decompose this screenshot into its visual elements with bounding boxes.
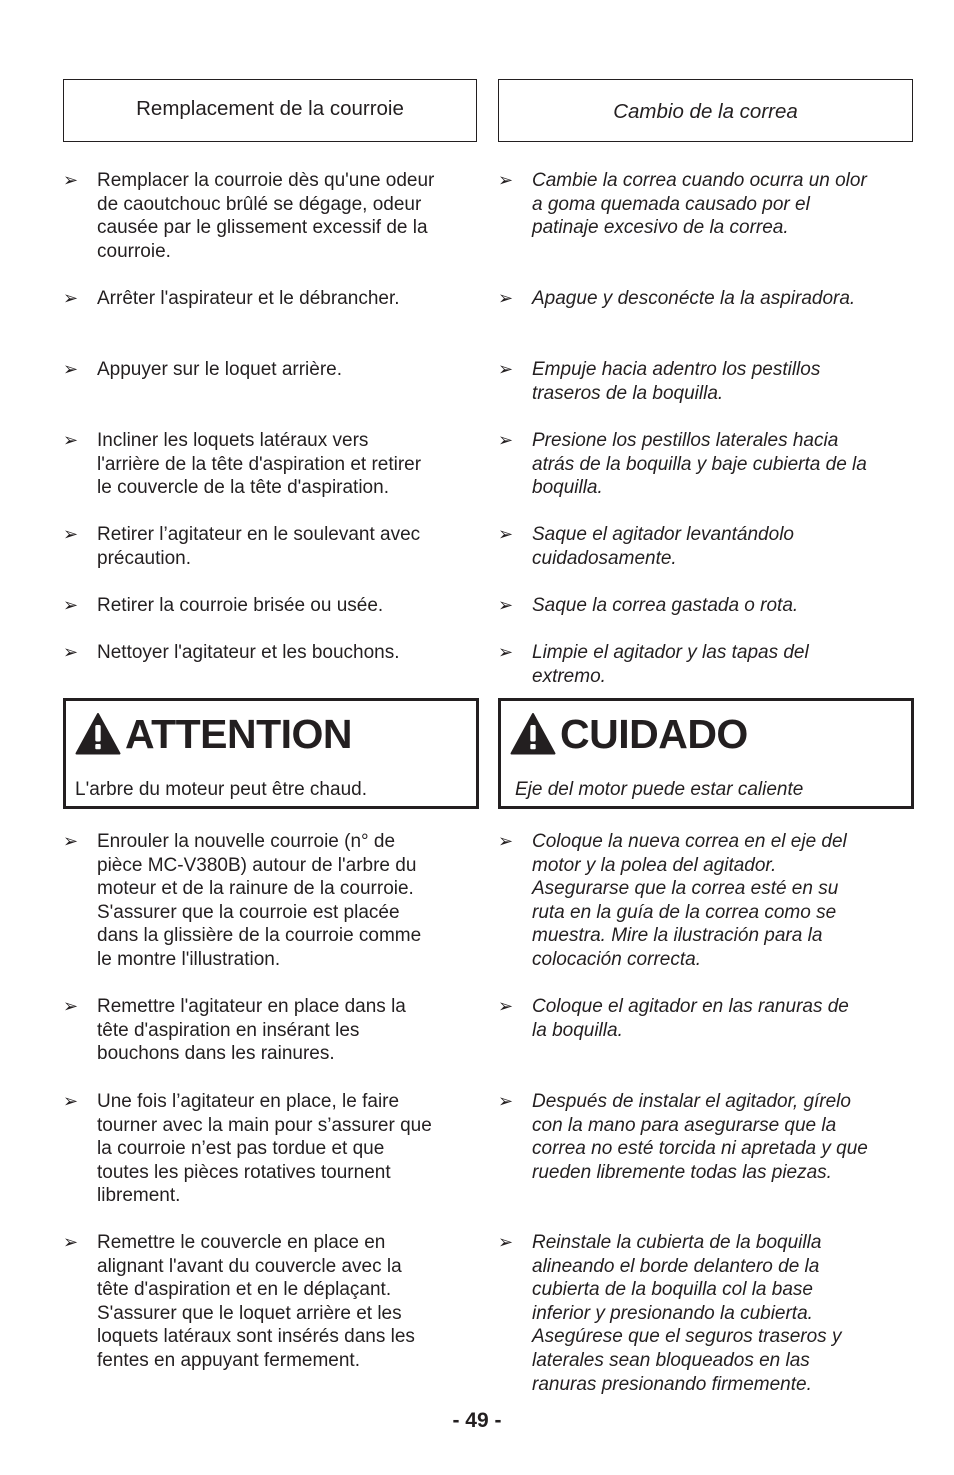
warning-box-es bbox=[498, 698, 914, 809]
bullet-arrow-icon: ➢ bbox=[63, 430, 79, 451]
step-text: Reinstale la cubierta de la boquilla alineando el borde delantero de la cubierta de la boquilla col la base inferior y presionando la cubierta. Asegúrese que el seguros traseros y laterales sean bloqueados en las ranuras presionando firmemente. bbox=[532, 1232, 842, 1395]
step-text: Presione los pestillos laterales hacia atrás de la boquilla y baje cubierta de la boquilla. bbox=[532, 430, 867, 499]
list-item bbox=[63, 641, 477, 665]
bullet-arrow-icon: ➢ bbox=[498, 1232, 514, 1253]
step-text: Coloque el agitador en las ranuras de la boquilla. bbox=[532, 996, 849, 1041]
step-text: Remettre le couvercle en place en alignant l'avant du couvercle avec la tête d'aspiration et en le déplaçant. S'assurer que le loquet arrière et les loquets latéraux sont insérés dans les fentes en appuyant fermement. bbox=[97, 1232, 415, 1371]
header-fr-text: Remplacement de la courroie bbox=[136, 96, 404, 120]
bullet-arrow-icon: ➢ bbox=[498, 359, 514, 380]
list-item bbox=[63, 1090, 477, 1208]
bullet-arrow-icon: ➢ bbox=[63, 996, 79, 1017]
bullet-arrow-icon: ➢ bbox=[498, 996, 514, 1017]
step-text: Saque el agitador levantándolo cuidadosamente. bbox=[532, 524, 794, 569]
step-text: Coloque la nueva correa en el eje del motor y la polea del agitador. Asegurarse que la correa esté en su ruta en la guía de la correa como se muestra. Mire la ilustración para la colocación correcta. bbox=[532, 831, 847, 970]
list-item bbox=[498, 594, 914, 618]
bullet-arrow-icon: ➢ bbox=[498, 288, 514, 309]
list-item bbox=[498, 358, 914, 405]
warning-message: L'arbre du moteur peut être chaud. bbox=[75, 779, 367, 800]
header-es-text: Cambio de la correa bbox=[613, 99, 798, 123]
warning-title: ATTENTION bbox=[125, 710, 353, 757]
step-text: Enrouler la nouvelle courroie (n° de pièce MC-V380B) autour de l'arbre du moteur et de la rainure de la courroie. S'assurer que la courroie est placée dans la glissière de la courroie comme le montre l'illustration. bbox=[97, 831, 422, 970]
list-item bbox=[63, 830, 477, 972]
step-text: Empuje hacia adentro los pestillos traseros de la boquilla. bbox=[532, 359, 821, 404]
warning-triangle-icon bbox=[510, 712, 556, 756]
bullet-arrow-icon: ➢ bbox=[63, 595, 79, 616]
list-item bbox=[63, 169, 477, 263]
step-text: Después de instalar el agitador, gírelo con la mano para asegurarse que la correa no esté torcida ni apretada y que rueden libremente todas las piezas. bbox=[532, 1091, 868, 1183]
step-text: Remettre l'agitateur en place dans la tête d'aspiration en insérant les bouchons dans les rainures. bbox=[97, 996, 406, 1065]
bullet-arrow-icon: ➢ bbox=[498, 430, 514, 451]
warning-box-fr bbox=[63, 698, 479, 809]
step-text: Limpie el agitador y las tapas del extremo. bbox=[532, 642, 809, 687]
warning-title-row bbox=[510, 709, 748, 759]
bullet-arrow-icon: ➢ bbox=[498, 831, 514, 852]
step-text: Appuyer sur le loquet arrière. bbox=[97, 359, 343, 380]
bullet-arrow-icon: ➢ bbox=[63, 1091, 79, 1112]
warning-title-row bbox=[75, 709, 352, 759]
page-number: - 49 - bbox=[452, 1409, 502, 1432]
step-text: Remplacer la courroie dès qu'une odeur de caoutchouc brûlé se dégage, odeur causée par le glissement excessif de la courroie. bbox=[97, 170, 435, 262]
bullet-arrow-icon: ➢ bbox=[63, 524, 79, 545]
step-text: Nettoyer l'agitateur et les bouchons. bbox=[97, 642, 400, 663]
step-text: Saque la correa gastada o rota. bbox=[532, 595, 799, 616]
list-item bbox=[498, 641, 914, 688]
bullet-arrow-icon: ➢ bbox=[498, 524, 514, 545]
step-text: Cambie la correa cuando ocurra un olor a goma quemada causado por el patinaje excesivo de la correa. bbox=[532, 170, 867, 239]
bullet-arrow-icon: ➢ bbox=[498, 170, 514, 191]
list-item bbox=[498, 429, 914, 500]
list-item bbox=[498, 995, 914, 1042]
bullet-arrow-icon: ➢ bbox=[498, 1091, 514, 1112]
list-item bbox=[498, 287, 914, 311]
step-text: Une fois l’agitateur en place, le faire tourner avec la main pour s’assurer que la courroie n’est pas tordue et que toutes les pièces rotatives tournent librement. bbox=[97, 1091, 432, 1207]
bullet-arrow-icon: ➢ bbox=[63, 170, 79, 191]
step-text: Retirer l’agitateur en le soulevant avec précaution. bbox=[97, 524, 421, 569]
bullet-arrow-icon: ➢ bbox=[63, 359, 79, 380]
list-item bbox=[63, 358, 477, 382]
list-item bbox=[498, 169, 914, 240]
step-text: Arrêter l'aspirateur et le débrancher. bbox=[97, 288, 400, 309]
bullet-arrow-icon: ➢ bbox=[63, 831, 79, 852]
list-item bbox=[498, 1090, 914, 1184]
list-item bbox=[63, 429, 477, 500]
list-item bbox=[63, 594, 477, 618]
warning-message: Eje del motor puede estar caliente bbox=[515, 779, 804, 800]
step-text: Retirer la courroie brisée ou usée. bbox=[97, 595, 384, 616]
list-item bbox=[498, 523, 914, 570]
step-text: Incliner les loquets latéraux vers l'arrière de la tête d'aspiration et retirer le couvercle de la tête d'aspiration. bbox=[97, 430, 422, 499]
bullet-arrow-icon: ➢ bbox=[63, 288, 79, 309]
list-item bbox=[63, 995, 477, 1066]
bullet-arrow-icon: ➢ bbox=[63, 1232, 79, 1253]
warning-triangle-icon bbox=[75, 712, 121, 756]
bullet-arrow-icon: ➢ bbox=[498, 642, 514, 663]
warning-title: CUIDADO bbox=[560, 710, 748, 757]
step-text: Apague y desconécte la la aspiradora. bbox=[532, 288, 856, 309]
bullet-arrow-icon: ➢ bbox=[498, 595, 514, 616]
list-item bbox=[498, 830, 914, 972]
list-item bbox=[498, 1231, 914, 1396]
list-item bbox=[63, 1231, 477, 1373]
list-item bbox=[63, 523, 477, 570]
bullet-arrow-icon: ➢ bbox=[63, 642, 79, 663]
list-item bbox=[63, 287, 477, 311]
